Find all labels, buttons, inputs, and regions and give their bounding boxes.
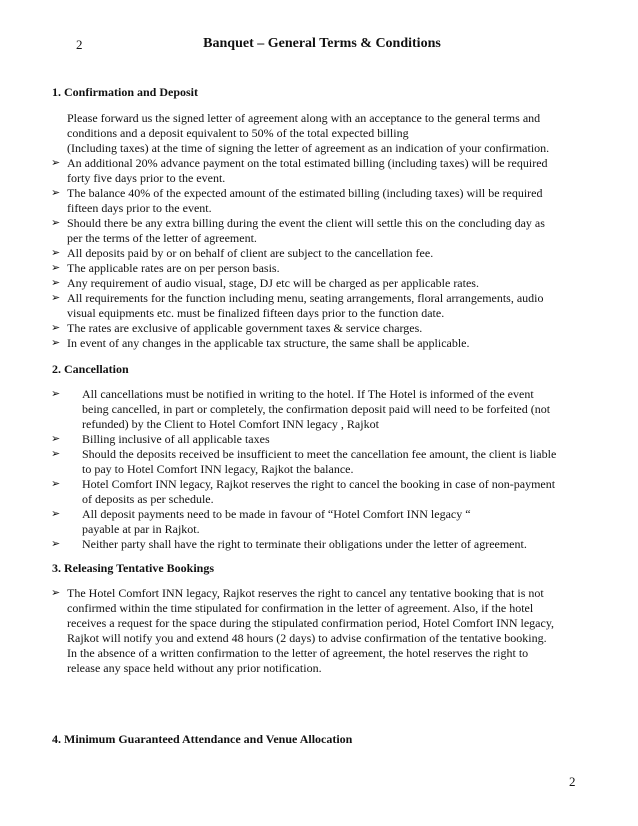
- arrow-bullet-icon: ➢: [51, 538, 61, 550]
- section-1-bullet-text: forty five days prior to the event.: [67, 171, 226, 185]
- section-1-heading: 1. Confirmation and Deposit: [52, 85, 199, 99]
- arrow-bullet-icon: ➢: [51, 322, 61, 334]
- section-3-text: release any space held without any prior notification.: [67, 661, 322, 675]
- page-number-top: 2: [76, 37, 83, 52]
- section-4-heading: 4. Minimum Guaranteed Attendance and Venue Allocation: [52, 732, 353, 746]
- section-1-bullet-text: All deposits paid by or on behalf of client are subject to the cancellation fee.: [67, 246, 434, 260]
- arrow-bullet-icon: ➢: [51, 262, 61, 274]
- section-3-text: The Hotel Comfort INN legacy, Rajkot reserves the right to cancel any tentative booking that is not: [67, 586, 544, 600]
- section-3-text: In the absence of a written confirmation to the letter of agreement, the hotel reserves the right to: [67, 646, 529, 660]
- arrow-bullet-icon: ➢: [51, 292, 61, 304]
- section-1-bullet-text: fifteen days prior to the event.: [67, 201, 212, 215]
- arrow-bullet-icon: ➢: [51, 247, 61, 259]
- section-2-bullet-text: Should the deposits received be insufficient to meet the cancellation fee amount, the client is liable: [82, 447, 557, 461]
- section-1-bullet-text: visual equipments etc. must be finalized fifteen days prior to the function date.: [67, 306, 445, 320]
- arrow-bullet-icon: ➢: [51, 448, 61, 460]
- section-2-bullet-text: All deposit payments need to be made in favour of “Hotel Comfort INN legacy “: [82, 507, 471, 521]
- section-1-intro-line: (Including taxes) at the time of signing the letter of agreement as an indication of your confirmation.: [67, 141, 550, 155]
- arrow-bullet-icon: ➢: [51, 187, 61, 199]
- section-2-bullet-text: Billing inclusive of all applicable taxes: [82, 432, 270, 446]
- section-2-bullet-text: Hotel Comfort INN legacy, Rajkot reserves the right to cancel the booking in case of non-payment: [82, 477, 556, 491]
- section-2-bullet-text: All cancellations must be notified in writing to the hotel. If The Hotel is informed of the event: [82, 387, 534, 401]
- section-1-intro-line: Please forward us the signed letter of agreement along with an acceptance to the general terms and: [67, 111, 541, 125]
- section-2-bullet-text: to pay to Hotel Comfort INN legacy, Rajkot the balance.: [82, 462, 354, 476]
- section-2-bullet-text: Neither party shall have the right to terminate their obligations under the letter of agreement.: [82, 537, 527, 551]
- section-1-intro-line: conditions and a deposit equivalent to 50% of the total expected billing: [67, 126, 409, 140]
- section-1-bullet-text: In event of any changes in the applicable tax structure, the same shall be applicable.: [67, 336, 470, 350]
- section-3-heading: 3. Releasing Tentative Bookings: [52, 561, 215, 575]
- section-1-bullet-text: The applicable rates are on per person basis.: [67, 261, 280, 275]
- section-1-bullet-text: The rates are exclusive of applicable government taxes & service charges.: [67, 321, 423, 335]
- arrow-bullet-icon: ➢: [51, 433, 61, 445]
- arrow-bullet-icon: ➢: [51, 508, 61, 520]
- arrow-bullet-icon: ➢: [51, 217, 61, 229]
- arrow-bullet-icon: ➢: [51, 157, 61, 169]
- section-2-bullet-text: of deposits as per schedule.: [82, 492, 214, 506]
- section-2-bullet-text: payable at par in Rajkot.: [82, 522, 200, 536]
- section-1-bullet-text: An additional 20% advance payment on the total estimated billing (including taxes) will be required: [67, 156, 548, 170]
- page-title: Banquet – General Terms & Conditions: [203, 36, 441, 51]
- arrow-bullet-icon: ➢: [51, 587, 61, 599]
- arrow-bullet-icon: ➢: [51, 277, 61, 289]
- section-1-bullet-text: The balance 40% of the expected amount of the estimated billing (including taxes) will be required: [67, 186, 543, 200]
- section-3-text: receives a request for the space during the stipulated confirmation period, Hotel Comfort INN legacy,: [67, 616, 555, 630]
- section-2-bullet-text: refunded) by the Client to Hotel Comfort INN legacy , Rajkot: [82, 417, 379, 431]
- section-2-heading: 2. Cancellation: [52, 362, 129, 376]
- page-number-bottom: 2: [569, 774, 576, 789]
- section-1-bullet-text: per the terms of the letter of agreement.: [67, 231, 257, 245]
- section-1-bullet-text: Should there be any extra billing during the event the client will settle this on the concluding day as: [67, 216, 545, 230]
- section-3-text: confirmed within the time stipulated for confirmation in the letter of agreement. Also, if the hotel: [67, 601, 534, 615]
- arrow-bullet-icon: ➢: [51, 478, 61, 490]
- section-3-text: Rajkot will notify you and extend 48 hours (2 days) to advise confirmation of the tentative booking.: [67, 631, 547, 645]
- arrow-bullet-icon: ➢: [51, 388, 61, 400]
- section-1-bullet-text: Any requirement of audio visual, stage, DJ etc will be charged as per applicable rates.: [67, 276, 479, 290]
- section-1-bullet-text: All requirements for the function including menu, seating arrangements, floral arrangements, audio: [67, 291, 544, 305]
- section-2-bullet-text: being cancelled, in part or completely, the confirmation deposit paid will need to be forfeited (not: [82, 402, 551, 416]
- arrow-bullet-icon: ➢: [51, 337, 61, 349]
